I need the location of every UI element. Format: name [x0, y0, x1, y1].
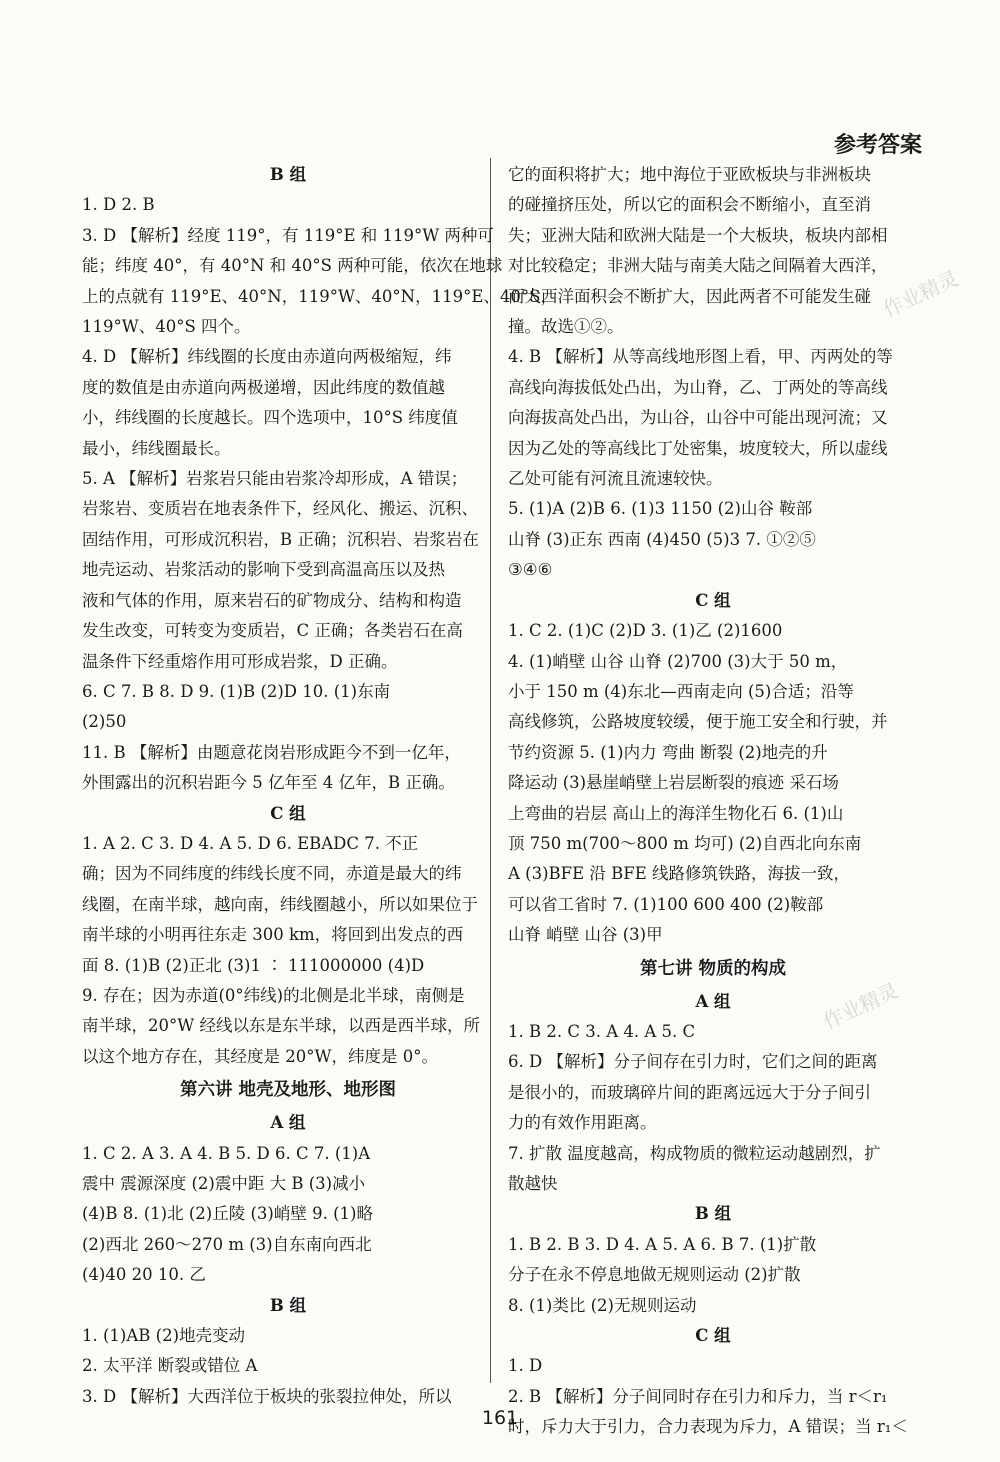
answer-line: 山脊 峭壁 山谷 (3)甲	[508, 925, 663, 945]
answer-line: 液和气体的作用，原来岩石的矿物成分、结构和构造	[82, 590, 462, 610]
answer-line: 以这个地方存在，其经度是 20°W，纬度是 0°。	[82, 1046, 438, 1066]
group-heading: C 组	[270, 803, 306, 823]
answer-line: 2. B 【解析】分子间同时存在引力和斥力，当 r＜r₁	[508, 1386, 888, 1406]
answer-line: ③④⑥	[508, 560, 553, 580]
answer-line: 4. D 【解析】纬线圈的长度由赤道向两极缩短，纬	[82, 347, 452, 367]
answer-line: 9. 存在；因为赤道(0°纬线)的北侧是北半球，南侧是	[82, 985, 465, 1005]
answer-line: 节约资源 5. (1)内力 弯曲 断裂 (2)地壳的升	[508, 742, 828, 762]
answer-line: 外围露出的沉积岩距今 5 亿年至 4 亿年，B 正确。	[82, 773, 455, 793]
answer-line: 能；纬度 40°，有 40°N 和 40°S 两种可能，依次在地球	[82, 256, 503, 276]
answer-line: 3. D 【解析】经度 119°，有 119°E 和 119°W 两种可	[82, 225, 494, 245]
answer-line: A (3)BFE 沿 BFE 线路修筑铁路，海拔一致，	[508, 864, 851, 884]
answer-line: 力的有效作用距离。	[508, 1113, 657, 1133]
group-heading: B 组	[269, 165, 307, 184]
answer-line: 撞。故选①②。	[508, 317, 624, 337]
answer-line: 最小，纬线圈最长。	[82, 438, 231, 458]
answer-line: 南半球的小明再往东走 300 km，将回到出发点的西	[82, 925, 464, 945]
answer-line: 确；因为不同纬度的纬线长度不同，赤道是最大的纬	[82, 864, 462, 884]
watermark: 作业精灵	[879, 266, 962, 322]
answer-line: 地壳运动、岩浆活动的影响下受到高温高压以及热	[82, 560, 445, 580]
answer-line: 分子在永不停息地做无规则运动 (2)扩散	[508, 1265, 801, 1285]
answer-line: 固结作用，可形成沉积岩，B 正确；沉积岩、岩浆岩在	[82, 529, 479, 549]
answer-line: 11. B 【解析】由题意花岗岩形成距今不到一亿年，	[82, 742, 461, 762]
answer-line: 时，斥力大于引力，合力表现为斥力，A 错误；当 r₁＜	[508, 1417, 908, 1437]
answer-line: 8. (1)类比 (2)无规则运动	[508, 1295, 697, 1315]
group-heading: C 组	[695, 590, 731, 610]
group-heading: A 组	[695, 991, 731, 1011]
answer-line: 119°W、40°S 四个。	[82, 317, 251, 337]
answer-line: 散越快	[508, 1174, 558, 1193]
answer-line: (4)40 20 10. 乙	[82, 1265, 206, 1285]
answer-line: 对比较稳定；非洲大陆与南美大陆之间隔着大西洋，	[508, 256, 888, 276]
answer-line: 向海拔高处凸出，为山谷，山谷中可能出现河流；又	[508, 408, 888, 428]
answer-line: 震中 震源深度 (2)震中距 大 B (3)减小	[82, 1174, 366, 1193]
answer-line: 高线向海拔低处凸出，为山脊，乙、丁两处的等高线	[508, 377, 888, 397]
lecture-title: 第六讲 地壳及地形、地形图	[179, 1080, 397, 1101]
answer-line: 面 8. (1)B (2)正北 (3)1 ∶ 111000000 (4)D	[82, 955, 425, 975]
answer-line: 是很小的，而玻璃碎片间的距离远远大于分子间引	[508, 1082, 871, 1102]
lecture-title: 第七讲 物质的构成	[639, 958, 787, 979]
answer-line: 1. B 2. B 3. D 4. A 5. A 6. B 7. (1)扩散	[508, 1234, 817, 1254]
answer-line: 度的数值是由赤道向两极递增，因此纬度的数值越	[82, 377, 445, 397]
group-heading: B 组	[694, 1204, 732, 1224]
answer-line: 1. B 2. C 3. A 4. A 5. C	[508, 1021, 696, 1041]
answer-line: 顶 750 m(700～800 m 均可) (2)自西北向东南	[508, 833, 862, 853]
answer-line: 高线修筑，公路坡度较缓，便于施工安全和行驶，并	[508, 712, 888, 732]
answer-line: 5. (1)A (2)B 6. (1)3 1150 (2)山谷 鞍部	[508, 499, 813, 519]
answer-line: 可以省工省时 7. (1)100 600 400 (2)鞍部	[508, 894, 824, 914]
answer-line: 南半球，20°W 经线以东是东半球，以西是西半球，所	[82, 1016, 480, 1036]
answer-line: 乙处可能有河流且流速较快。	[508, 469, 723, 489]
answer-line: 4. (1)峭壁 山谷 山脊 (2)700 (3)大于 50 m，	[508, 651, 848, 671]
group-heading: C 组	[695, 1326, 731, 1346]
right-column	[508, 160, 918, 1443]
answer-line: (2)西北 260～270 m (3)自东南向西北	[82, 1234, 372, 1254]
answer-line: 小于 150 m (4)东北—西南走向 (5)合适；沿等	[508, 681, 854, 701]
answer-line: 1. A 2. C 3. D 4. A 5. D 6. EBADC 7. 不正	[82, 833, 419, 853]
answer-line: 4. B 【解析】从等高线地形图上看，甲、丙两处的等	[508, 347, 893, 367]
answer-line: 1. D	[508, 1356, 543, 1376]
answer-line: 6. C 7. B 8. D 9. (1)B (2)D 10. (1)东南	[82, 681, 391, 701]
answer-line: 温条件下经重熔作用可形成岩浆，D 正确。	[82, 651, 398, 671]
answer-line: 5. A 【解析】岩浆岩只能由岩浆冷却形成，A 错误；	[82, 469, 468, 489]
section-header: 参考答案	[833, 133, 922, 158]
answer-line: 1. C 2. A 3. A 4. B 5. D 6. C 7. (1)A	[82, 1143, 371, 1163]
answer-line: 发生改变，可转变为变质岩，C 正确；各类岩石在高	[82, 621, 463, 641]
answer-line: 1. D 2. B	[82, 195, 155, 215]
answer-line: 的碰撞挤压处，所以它的面积会不断缩小，直至消	[508, 195, 871, 215]
group-heading: B 组	[269, 1295, 307, 1315]
page-number: 161	[481, 1407, 519, 1429]
answer-line: (2)50	[82, 712, 127, 732]
answer-line: 它的面积将扩大；地中海位于亚欧板块与非洲板块	[508, 165, 871, 184]
answer-line: 失；亚洲大陆和欧洲大陆是一个大板块，板块内部相	[508, 225, 888, 245]
group-heading: A 组	[270, 1113, 306, 1133]
answer-line: 6. D 【解析】分子间存在引力时，它们之间的距离	[508, 1052, 878, 1072]
answer-line: 上弯曲的岩层 高山上的海洋生物化石 6. (1)山	[508, 803, 844, 823]
answer-line: 上的点就有 119°E、40°N，119°W、40°N，119°E、40°S，	[82, 286, 557, 306]
answer-line: 7. 扩散 温度越高，构成物质的微粒运动越剧烈，扩	[508, 1143, 881, 1163]
answer-line: 岩浆岩、变质岩在地表条件下，经风化、搬运、沉积、	[82, 499, 478, 519]
answer-line: 3. D 【解析】大西洋位于板块的张裂拉伸处，所以	[82, 1386, 452, 1406]
answer-line: 而大西洋面积会不断扩大，因此两者不可能发生碰	[508, 286, 871, 306]
answer-line: 1. C 2. (1)C (2)D 3. (1)乙 (2)1600	[508, 621, 783, 641]
answer-line: 小，纬线圈的长度越长。四个选项中，10°S 纬度值	[82, 408, 458, 428]
answer-line: 2. 太平洋 断裂或错位 A	[82, 1356, 258, 1376]
watermark: 作业精灵	[819, 978, 902, 1034]
answer-line: 线圈，在南半球，越向南，纬线圈越小，所以如果位于	[82, 894, 478, 914]
answer-line: (4)B 8. (1)北 (2)丘陵 (3)峭壁 9. (1)略	[82, 1204, 373, 1224]
answer-line: 因为乙处的等高线比丁处密集，坡度较大，所以虚线	[508, 438, 888, 458]
answer-line: 山脊 (3)正东 西南 (4)450 (5)3 7. ①②⑤	[508, 529, 816, 549]
answer-line: 1. (1)AB (2)地壳变动	[82, 1326, 246, 1346]
answer-line: 降运动 (3)悬崖峭壁上岩层断裂的痕迹 采石场	[508, 773, 839, 793]
